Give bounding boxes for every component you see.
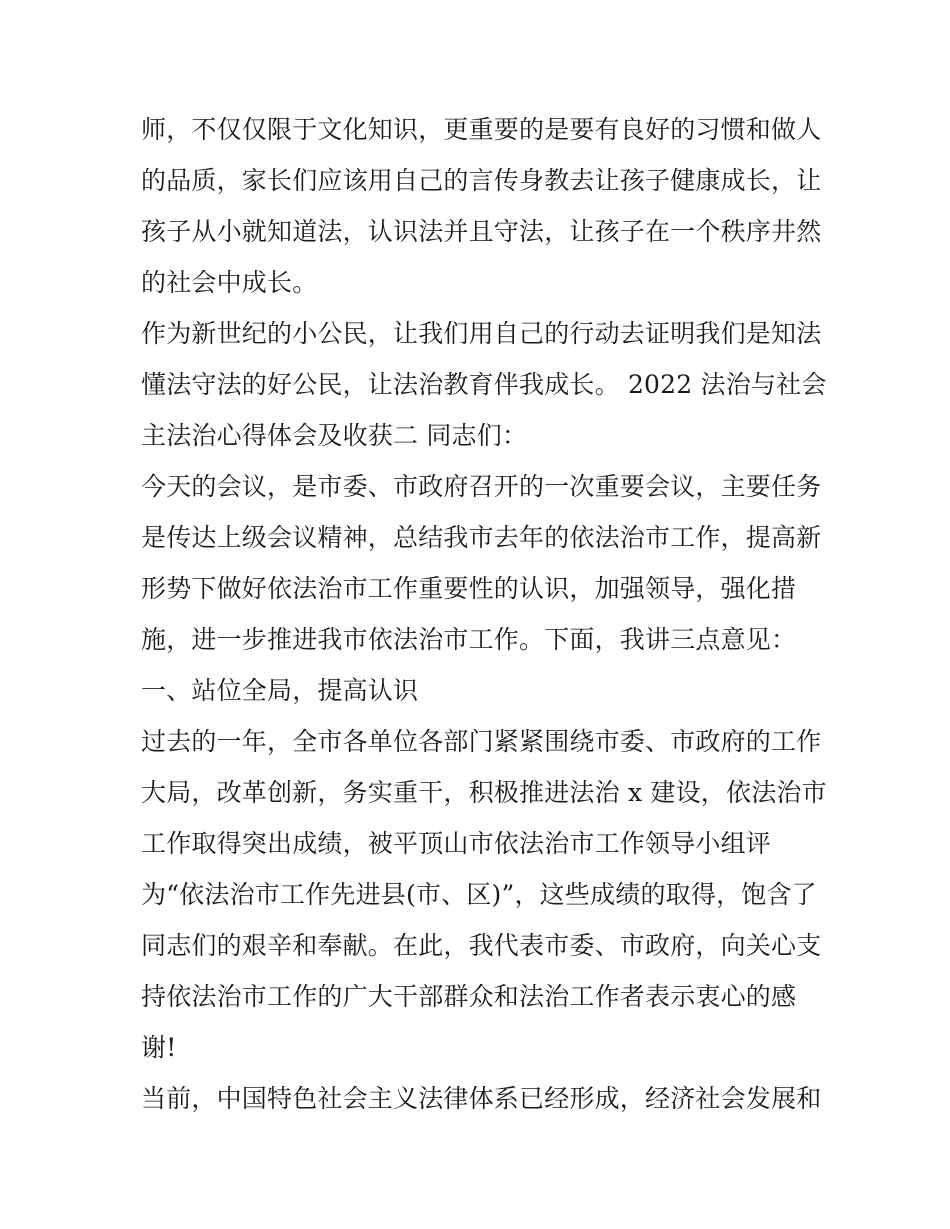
text-line: 孩子从小就知道法，认识法并且守法，让孩子在一个秩序井然: [141, 217, 822, 246]
text-line: 主法治心得体会及收获二 同志们：: [141, 421, 528, 450]
text-line: 师，不仅仅限于文化知识，更重要的是要有良好的习惯和做人: [141, 115, 822, 144]
text-line: 持依法治市工作的广大干部群众和法治工作者表示衷心的感: [141, 982, 797, 1011]
document-body: [141, 104, 827, 1124]
text-line: 大局，改革创新，务实重干，积极推进法治 x 建设，依法治市: [141, 778, 827, 807]
text-line: 谢!: [141, 1033, 177, 1062]
text-line: 同志们的艰辛和奉献。在此，我代表市委、市政府，向关心支: [141, 931, 822, 960]
text-line: 是传达上级会议精神，总结我市去年的依法治市工作，提高新: [141, 523, 822, 552]
text-line: 当前，中国特色社会主义法律体系已经形成，经济社会发展和: [141, 1084, 822, 1113]
text-line: 的品质，家长们应该用自己的言传身教去让孩子健康成长，让: [141, 166, 822, 195]
text-line: 形势下做好依法治市工作重要性的认识，加强领导，强化措: [141, 574, 797, 603]
text-line: 作为新世纪的小公民，让我们用自己的行动去证明我们是知法: [141, 319, 822, 348]
text-line: 为“依法治市工作先进县(市、区)”，这些成绩的取得，饱含了: [141, 880, 817, 909]
text-line: 过去的一年，全市各单位各部门紧紧围绕市委、市政府的工作: [141, 727, 822, 756]
text-line: 工作取得突出成绩，被平顶山市依法治市工作领导小组评: [141, 829, 772, 858]
text-line: 施，进一步推进我市依法治市工作。下面，我讲三点意见：: [141, 625, 797, 654]
text-line: 懂法守法的好公民，让法治教育伴我成长。 2022 法治与社会: [141, 370, 827, 399]
section-heading: 一、站位全局，提高认识: [141, 676, 419, 705]
text-line: 今天的会议，是市委、市政府召开的一次重要会议，主要任务: [141, 472, 822, 501]
text-line: 的社会中成长。: [141, 268, 318, 297]
